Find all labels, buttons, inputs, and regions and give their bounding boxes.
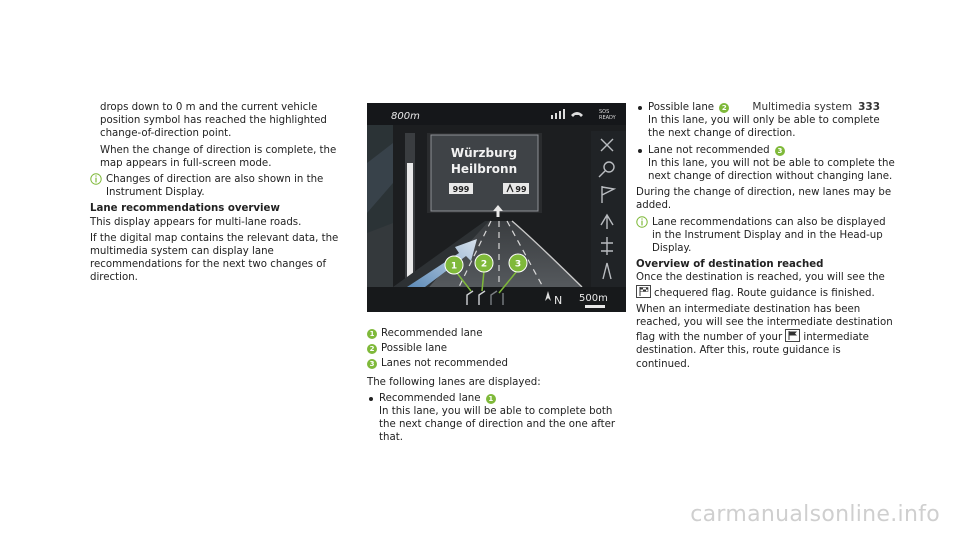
info-note [90,173,355,199]
section-title: Multimedia system [752,101,853,113]
page-number: 333 [858,101,880,113]
section-heading: Overview of destination reached [636,259,824,271]
bullet-title: Recommended lane [379,392,481,404]
bullet-text: In this lane, you will not be able to complete the next change of direction without changing lane. [648,157,895,183]
callout-1: 1 [450,261,458,272]
paragraph: drops down to 0 m and the current vehicle position symbol has reached the highlighted change-of-direction point. [100,102,327,140]
paragraph: When the change of direction is complete, the map appears in full-screen mode. [100,144,337,169]
bullet-item [636,144,896,157]
legend-text: Possible lane [381,343,448,355]
bullet-item [636,101,896,114]
column-middle [367,327,625,448]
column-left [90,101,355,288]
watermark: carmanualsonline.info [690,502,940,527]
callout-number: 1 [367,329,377,339]
info-note [636,216,896,256]
callout-number: 1 [486,394,496,404]
bullet-item [367,392,625,405]
compass-direction: N [554,294,563,307]
text-fragment: chequered flag. Route guidance is finished. [654,287,875,299]
text-fragment: intermediate destination. After this, route guidance is continued. [636,332,869,370]
text-fragment: Once the destination is reached, you will see the [636,272,885,284]
note-text: Lane recommendations can also be displayed in the Instrument Display and in the Head-up Display. [652,216,886,255]
paragraph [636,271,896,299]
info-icon [636,216,648,228]
paragraph: During the change of direction, new lanes may be added. [636,187,892,212]
sos-ready-label: READY [599,115,616,121]
callout-2: 2 [480,259,488,270]
paragraph: This display appears for multi-lane roads. [90,216,302,228]
callout-number: 2 [719,103,729,113]
road-number-a: 999 [452,185,470,194]
bullet-text: In this lane, you will be able to complete both the next change of direction and the one after that. [379,406,616,444]
legend-item [367,327,625,340]
road-number-b: 99 [515,185,527,194]
sign-destination-2: Heilbronn [450,162,518,176]
sos-label: SOS [599,109,610,115]
callout-number: 3 [775,146,785,156]
distance-remaining: 500m [579,293,608,304]
intermediate-destination-flag-icon [785,329,800,342]
paragraph: If the digital map contains the relevant data, the multimedia system can display lane recommendations for the next two changes of direction. [90,232,339,284]
bullet-title: Lane not recommended [648,144,770,156]
paragraph: The following lanes are displayed: [367,376,541,388]
info-icon [90,173,102,185]
callout-3: 3 [514,259,522,270]
section-heading: Lane recommendations overview [90,203,280,215]
sign-destination-1: Würzburg [450,146,518,160]
paragraph [636,303,896,371]
note-text: Changes of direction are also shown in the Instrument Display. [106,174,324,199]
bullet-text: In this lane, you will only be able to complete the next change of direction. [648,115,880,140]
column-right [636,101,896,374]
navigation-display-image [367,103,626,312]
legend-text: Lanes not recommended [381,358,508,370]
callout-number: 3 [367,359,377,369]
callout-number: 2 [367,344,377,354]
distance-to-turn: 800m [391,111,420,122]
text-fragment: When an intermediate destination has been reached, you will see the intermediate destination flag with the number of your [636,303,893,344]
legend-text: Recommended lane [381,328,483,339]
legend-item [367,342,625,355]
chequered-flag-icon [636,285,651,298]
legend-item [367,357,625,370]
bullet-title: Possible lane [648,102,715,113]
